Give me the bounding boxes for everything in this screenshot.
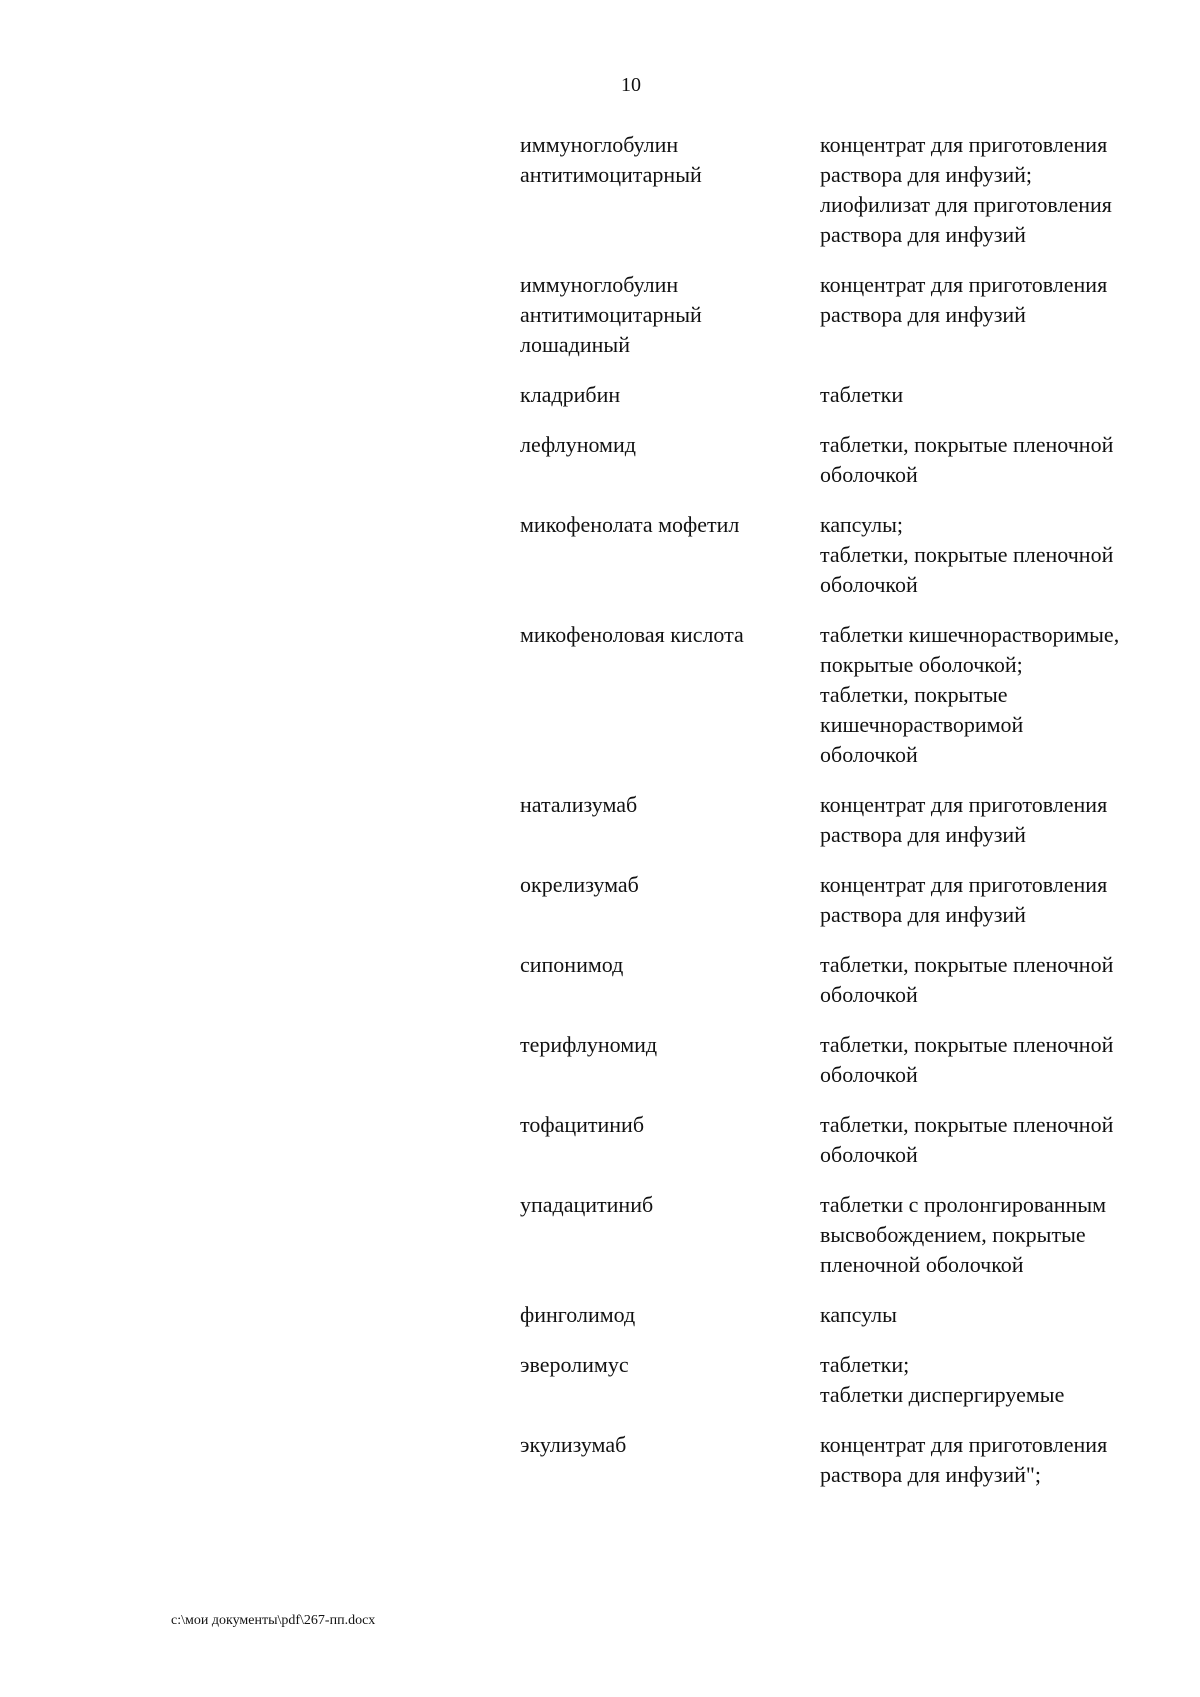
drug-name: эверолимус (520, 1352, 629, 1377)
drug-name: упадацитиниб (520, 1192, 654, 1217)
dosage-forms: капсулы (820, 1302, 897, 1327)
drug-name: окрелизумаб (520, 872, 639, 897)
dosage-forms: концентрат для приготовления раствора для инфузий; лиофилизат для приготовления раствора для инфузий (820, 132, 1112, 247)
dosage-forms: таблетки кишечнорастворимые, покрытые оболочкой; таблетки, покрытые кишечнорастворимой оболочкой (820, 622, 1120, 767)
drug-name: микофенолата мофетил (520, 512, 740, 537)
drug-name: финголимод (520, 1302, 636, 1327)
drug-name: сипонимод (520, 952, 624, 977)
table-row (520, 1190, 1160, 1280)
drug-name: лефлуномид (520, 432, 636, 457)
table-row (520, 950, 1160, 1010)
table-row (520, 510, 1160, 600)
table-row (520, 130, 1160, 250)
dosage-forms: таблетки; таблетки диспергируемые (820, 1352, 1065, 1407)
table-row (520, 1300, 1160, 1330)
drug-name: иммуноглобулин антитимоцитарный лошадиный (520, 272, 702, 357)
table-row (520, 1030, 1160, 1090)
dosage-forms: таблетки (820, 382, 904, 407)
table-row (520, 380, 1160, 410)
dosage-forms: капсулы; таблетки, покрытые пленочной оболочкой (820, 512, 1114, 597)
table-row (520, 1110, 1160, 1170)
dosage-forms: концентрат для приготовления раствора для инфузий"; (820, 1432, 1108, 1487)
drug-name: иммуноглобулин антитимоцитарный (520, 132, 702, 187)
dosage-forms: таблетки, покрытые пленочной оболочкой (820, 432, 1114, 487)
dosage-forms: концентрат для приготовления раствора для инфузий (820, 872, 1108, 927)
drug-name: терифлуномид (520, 1032, 658, 1057)
dosage-forms: таблетки, покрытые пленочной оболочкой (820, 952, 1114, 1007)
table-row (520, 1350, 1160, 1410)
table-row (520, 1430, 1160, 1490)
drug-name: тофацитиниб (520, 1112, 645, 1137)
footer-file-path: c:\мои документы\pdf\267-пп.docx (171, 1613, 376, 1628)
table-row (520, 270, 1160, 360)
dosage-forms: таблетки с пролонгированным высвобождением, покрытые пленочной оболочкой (820, 1192, 1107, 1277)
table-row (520, 790, 1160, 850)
drug-list (520, 130, 1160, 1510)
dosage-forms: таблетки, покрытые пленочной оболочкой (820, 1112, 1114, 1167)
dosage-forms: таблетки, покрытые пленочной оболочкой (820, 1032, 1114, 1087)
table-row (520, 430, 1160, 490)
dosage-forms: концентрат для приготовления раствора для инфузий (820, 272, 1108, 327)
drug-name: микофеноловая кислота (520, 622, 744, 647)
drug-name: экулизумаб (520, 1432, 627, 1457)
table-row (520, 870, 1160, 930)
drug-name: кладрибин (520, 382, 621, 407)
page-number: 10 (621, 74, 641, 96)
drug-name: натализумаб (520, 792, 638, 817)
dosage-forms: концентрат для приготовления раствора для инфузий (820, 792, 1108, 847)
table-row (520, 620, 1160, 770)
